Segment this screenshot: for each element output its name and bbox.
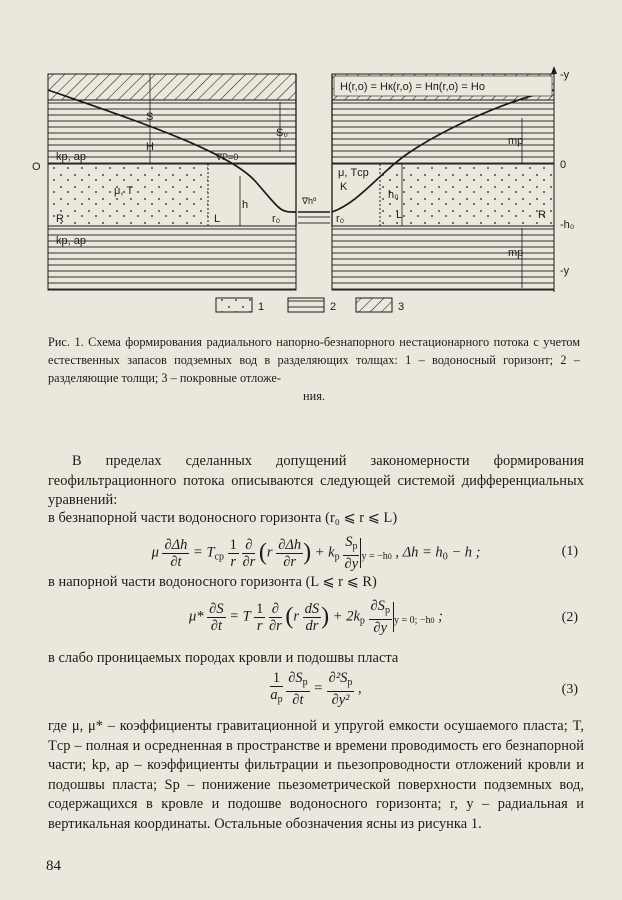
- label-S: S: [146, 111, 154, 123]
- figure-caption: [48, 333, 580, 405]
- caption-main: Рис. 1. Схема формирования радиального напорно-безнапорного нестационарного потока с учетом естественных запасов подземных вод в разделяющих толщах: 1 – водоносный горизонт; 2 – разделяющие толщи; 3 – покровные отложе-: [48, 335, 580, 385]
- paragraph-aquitard: в слабо проницаемых породах кровли и подошвы пласта: [48, 650, 399, 666]
- label-kp-ap-top: kр, aр: [56, 151, 86, 163]
- label-h: h: [242, 199, 249, 211]
- equation-2-number: (2): [561, 610, 578, 625]
- label-minus-h0: -h₀: [560, 219, 575, 231]
- label-L-left: L: [214, 213, 221, 225]
- caption-last: ния.: [303, 389, 325, 403]
- paragraph-definitions: где μ, μ* – коэффициенты гравитационной и упругой емкости осушаемого пласта; T, Tср – полная и осредненная в пространстве и времени проводимость его безнапорной части; kр, aр – коэффициенты фильтрации и пьезопроводности отложений кровли и подошвы пласта; Sр – понижение пьезометрической поверхности подземных вод, содержащихся в кровле и подошве водоносного горизонта; r, y – радиальная и вертикальная координаты. Остальные обозначения ясны из рисунка 1.: [48, 718, 584, 832]
- label-H: H: [146, 141, 154, 153]
- label-O: O: [32, 161, 41, 173]
- page-number: 84: [46, 858, 61, 874]
- label-r0-right: r₀: [336, 213, 345, 225]
- equation-1: μ $\frac{\partial\Delta h}{\partial t}$ = $T_{ср}$ $\frac{1}{r}$ $\frac{\partial}{\partial r}$ (r $\frac{\partial\Delta h}{\partial r}$ ) + $k_р$ $\frac{S_р}{\partial y}$ $_{y = -h0}$ , $\Delta h = h_0 - h$ ; (1): [151, 534, 578, 572]
- label-h0-center: ∇hº: [302, 196, 317, 206]
- hydro-scheme-svg: [30, 52, 590, 322]
- label-zero: 0: [560, 159, 567, 171]
- label-R-left: R: [56, 213, 64, 225]
- equation-3: $\frac{1}{a_р}$ $\frac{\partial S_р}{\partial t}$ = $\frac{\partial^2S_р}{\text{∂y²}}$ , (3): [270, 670, 578, 708]
- label-P0: ∇P=0: [216, 152, 239, 162]
- paragraph-unconfined: в безнапорной части водоносного горизонта (r₀ ⩽ r ⩽ L): [48, 510, 398, 526]
- equation-3-number: (3): [561, 682, 578, 697]
- legend-item-1: 1: [258, 301, 265, 313]
- left-section: [48, 74, 296, 290]
- label-mu-T: μ, T: [114, 185, 134, 197]
- equation-1-number: (1): [561, 544, 578, 559]
- label-mu-Tcp: μ, Tср: [338, 167, 369, 179]
- label-L-right: L: [396, 209, 403, 221]
- paragraph-intro: В пределах сделанных допущений закономерности формирования геофильтрационного потока описываются следующей системой дифференциальных уравнений:: [48, 453, 584, 508]
- equation-2: μ* $\frac{\partial S}{\partial t}$ = T $\frac{1}{r}$ $\frac{\partial}{\partial r}$ (r $\frac{dS}{dr}$ ) + $2k_р$ $\frac{\partial S_р}{\partial y}$ $_{y = 0; -h0}$ ; (2): [189, 598, 578, 636]
- figure-1-diagram: [30, 52, 590, 322]
- label-mp-bottom: mр: [508, 247, 524, 259]
- label-kp-ap-bottom: kр, aр: [56, 235, 86, 247]
- label-y-bottom: -у: [560, 265, 570, 277]
- figure-legend: [216, 298, 404, 313]
- legend-item-2: 2: [330, 301, 337, 313]
- label-K: K: [340, 181, 348, 193]
- top-formula: H(r,o) = Hк(r,o) = Hп(r,o) = Hо: [340, 81, 485, 93]
- legend-item-3: 3: [398, 301, 405, 313]
- label-mp-top: mр: [508, 135, 524, 147]
- label-y-top: -у: [560, 69, 570, 81]
- label-r0-left: r₀: [272, 213, 281, 225]
- label-S0: S₀: [276, 127, 288, 139]
- label-R-right: R: [538, 209, 546, 221]
- paragraph-confined: в напорной части водоносного горизонта (L ⩽ r ⩽ R): [48, 574, 377, 590]
- label-h0-right: h₀: [388, 189, 399, 201]
